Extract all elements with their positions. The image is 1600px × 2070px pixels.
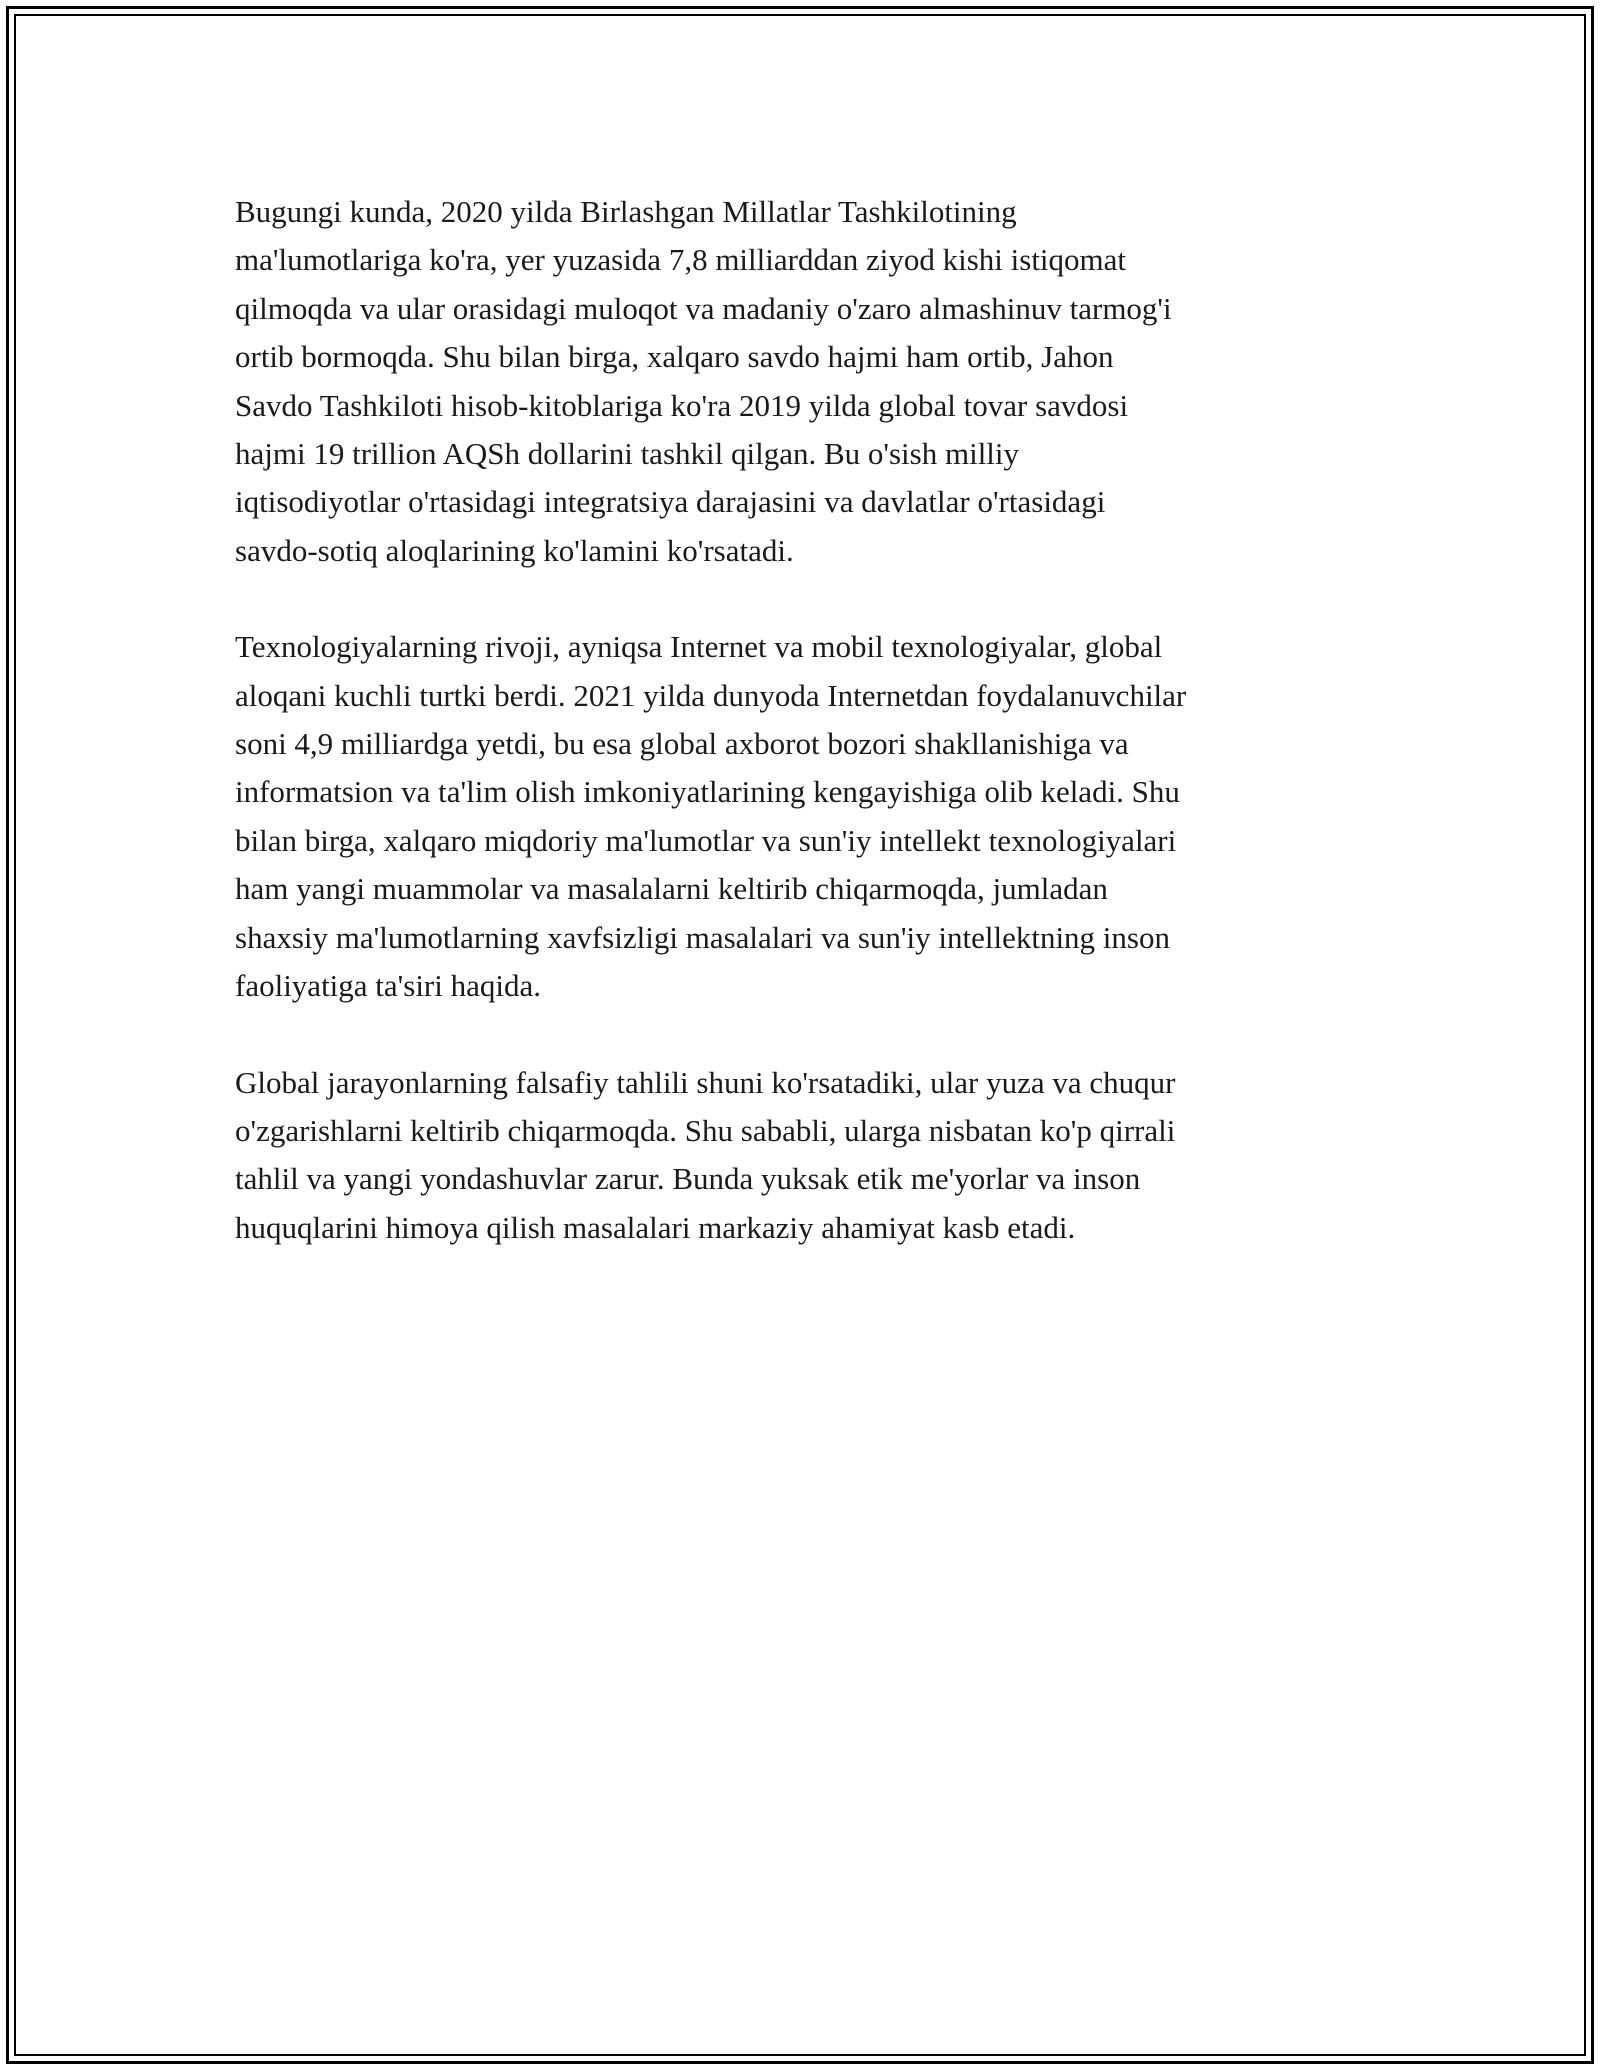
text-line: Texnologiyalarning rivoji, ayniqsa Internet va mobil texnologiyalar, global xyxy=(235,629,1163,665)
text-line: soni 4,9 milliardga yetdi, bu esa global axborot bozori shakllanishiga va xyxy=(235,726,1129,762)
text-line: Bugungi kunda, 2020 yilda Birlashgan Millatlar Tashkilotining xyxy=(235,194,1017,229)
text-line: shaxsiy ma'lumotlarning xavfsizligi masalalari va sun'iy intellektning inson xyxy=(235,919,1170,955)
text-line: faoliyatiga ta'siri haqida. xyxy=(235,968,542,1004)
text-line: ham yangi muammolar va masalalarni keltirib chiqarmoqda, jumladan xyxy=(235,871,1108,907)
text-line: Savdo Tashkiloti hisob-kitoblariga ko'ra 2019 yilda global tovar savdosi xyxy=(235,387,1129,423)
text-line: o'zgarishlarni keltirib chiqarmoqda. Shu sababli, ularga nisbatan ko'p qirrali xyxy=(235,1112,1176,1148)
text-line: savdo-sotiq aloqlarining ko'lamini ko'rsatadi. xyxy=(235,532,794,568)
paragraph-3 xyxy=(235,1059,1375,1253)
text-line: iqtisodiyotlar o'rtasidagi integratsiya darajasini va davlatlar o'rtasidagi xyxy=(235,484,1106,520)
text-line: ma'lumotlariga ko'ra, yer yuzasida 7,8 milliarddan ziyod kishi istiqomat xyxy=(235,242,1127,278)
paragraph-1 xyxy=(235,188,1375,575)
text-line: Global jarayonlarning falsafiy tahlili shuni ko'rsatadiki, ular yuza va chuqur xyxy=(235,1064,1176,1100)
paragraph-2 xyxy=(235,623,1375,1010)
text-line: aloqani kuchli turtki berdi. 2021 yilda dunyoda Internetdan foydalanuvchilar xyxy=(235,677,1187,713)
text-line: hajmi 19 trillion AQSh dollarini tashkil qilgan. Bu o'sish milliy xyxy=(235,436,1020,472)
text-line: huquqlarini himoya qilish masalalari markaziy ahamiyat kasb etadi. xyxy=(235,1209,1076,1245)
text-line: informatsion va ta'lim olish imkoniyatlarining kengayishiga olib keladi. Shu xyxy=(235,774,1180,810)
text-line: tahlil va yangi yondashuvlar zarur. Bunda yuksak etik me'yorlar va inson xyxy=(235,1161,1141,1197)
text-line: ortib bormoqda. Shu bilan birga, xalqaro savdo hajmi ham ortib, Jahon xyxy=(235,339,1114,375)
text-line: qilmoqda va ular orasidagi muloqot va madaniy o'zaro almashinuv tarmog'i xyxy=(235,290,1172,326)
document-body xyxy=(235,188,1375,1300)
text-line: bilan birga, xalqaro miqdoriy ma'lumotlar va sun'iy intellekt texnologiyalari xyxy=(235,822,1177,858)
